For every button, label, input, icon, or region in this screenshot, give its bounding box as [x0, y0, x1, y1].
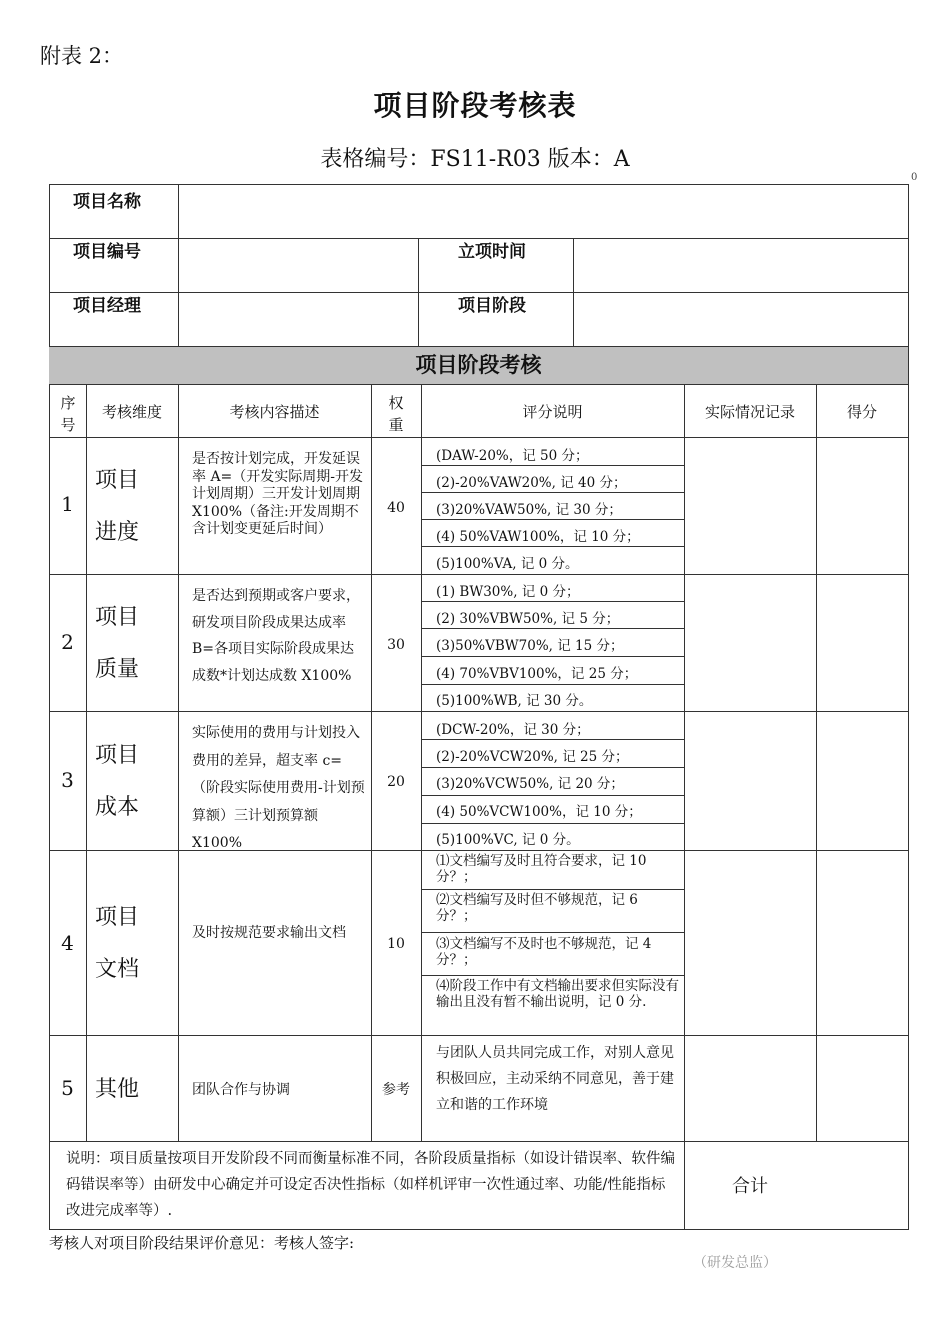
criteria-item: (DAW-20%，记 50 分； [436, 448, 589, 464]
evaluator-comment-label: 考核人对项目阶段结果评价意见：考核人签字: [49, 1234, 355, 1252]
row-dimension-line1: 项目 [95, 605, 140, 630]
corner-mark: 0 [911, 172, 918, 183]
row-seq: 5 [61, 1076, 74, 1100]
criteria-item: ⑴文档编写及时且符合要求，记 10 分？； [436, 853, 647, 885]
score-cell[interactable] [818, 852, 906, 1033]
score-cell[interactable] [818, 439, 906, 572]
criteria-item: (4) 50%VCW100%，记 10 分； [436, 804, 642, 820]
actual-record-cell[interactable] [686, 852, 814, 1033]
criteria-item: (4) 70%VBV100%，记 25 分； [436, 666, 638, 682]
row-dimension-line2: 进度 [95, 520, 140, 545]
row-dimension: 其他 [95, 1077, 140, 1102]
row-weight: 30 [387, 637, 405, 653]
row-weight: 40 [387, 500, 405, 516]
row-dimension-line2: 质量 [95, 657, 140, 682]
header-weight [371, 392, 421, 436]
header-seq [52, 392, 84, 436]
form-title: 项目阶段考核表 [373, 89, 577, 122]
actual-record-cell[interactable] [686, 1037, 814, 1139]
stage-label: 项目阶段 [458, 296, 526, 316]
project-name-label: 项目名称 [73, 192, 141, 212]
criteria-item: (5)100%WB, 记 30 分。 [436, 693, 593, 709]
appendix-label: 附表 2： [40, 44, 124, 68]
row-seq: 2 [61, 630, 74, 654]
note-text: 说明：项目质量按项目开发阶段不同而衡量标准不同，各阶段质量指标（如设计错误率、软件编码错误率等）由研发中心确定并可设定否决性指标（如样机评审一次性通过率、功能/性能指标改进完成率等）. [66, 1151, 675, 1219]
row-dimension-line1: 项目 [95, 468, 140, 493]
criteria-item: (2) 30%VBW50%, 记 5 分； [436, 611, 620, 627]
manager-field[interactable] [180, 294, 416, 344]
row-seq: 4 [61, 931, 74, 955]
row-seq: 3 [61, 768, 74, 792]
criteria-item: (5)100%VC, 记 0 分。 [436, 832, 580, 848]
header-dimension: 考核维度 [101, 403, 162, 421]
row-description: 是否按计划完成，开发延误率 A=（开发实际周期-开发计划周期）三开发计划周期 X100%（备注:开发周期不含计划变更延后时间） [192, 451, 364, 537]
criteria-text: 与团队人员共同完成工作，对别人意见积极回应，主动采纳不同意见，善于建立和谐的工作环境 [436, 1045, 674, 1113]
actual-record-cell[interactable] [686, 576, 814, 709]
setup-time-label: 立项时间 [458, 242, 526, 262]
header-score: 得分 [846, 403, 877, 421]
score-cell[interactable] [818, 1037, 906, 1139]
total-label: 合计 [732, 1176, 768, 1197]
criteria-item: (3)50%VBW70%, 记 15 分； [436, 638, 624, 654]
criteria-item: (DCW-20%，记 30 分； [436, 722, 590, 738]
director-label: （研发总监） [693, 1255, 777, 1271]
row-description: 及时按规范要求输出文档 [192, 925, 346, 941]
criteria-item: ⑶文档编写不及时也不够规范，记 4 分？； [436, 936, 652, 968]
row-seq: 1 [61, 492, 74, 516]
criteria-item: (3)20%VCW50%, 记 20 分； [436, 776, 624, 792]
score-cell[interactable] [818, 713, 906, 848]
score-cell[interactable] [818, 576, 906, 709]
project-name-field[interactable] [180, 186, 906, 236]
row-dimension-line2: 文档 [95, 957, 140, 982]
row-weight: 参考 [382, 1082, 410, 1098]
total-score-cell[interactable] [818, 1143, 906, 1227]
project-no-field[interactable] [180, 240, 416, 290]
header-content: 考核内容描述 [229, 403, 320, 421]
stage-field[interactable] [575, 294, 906, 344]
row-description: 团队合作与协调 [192, 1082, 290, 1098]
form-code: 表格编号：FS11-R03 版本：A [320, 147, 630, 172]
criteria-item: ⑵文档编写及时但不够规范，记 6 分？； [436, 892, 638, 924]
criteria-item: (1) BW30%, 记 0 分； [436, 584, 580, 600]
header-actual: 实际情况记录 [704, 403, 795, 421]
section-title: 项目阶段考核 [49, 347, 908, 384]
row-weight: 10 [387, 936, 405, 952]
row-dimension-line2: 成本 [95, 795, 140, 820]
row-description: 实际使用的费用与计划投入费用的差异，超支率 c=（阶段实际使用费用-计划预算额）三计划预算额 X100% [192, 725, 365, 851]
row-dimension-line1: 项目 [95, 743, 140, 768]
criteria-item: ⑷阶段工作中有文档输出要求但实际没有输出且没有暂不输出说明，记 0 分. [436, 978, 679, 1010]
manager-label: 项目经理 [73, 296, 141, 316]
header-seq-text: 序号 [60, 394, 76, 434]
header-weight-text: 权重 [388, 394, 404, 434]
criteria-item: (3)20%VAW50%, 记 30 分； [436, 502, 622, 518]
header-scoring: 评分说明 [522, 403, 583, 421]
row-description: 是否达到预期或客户要求，研发项目阶段成果达成率 B=各项目实际阶段成果达成数*计划达成数 X100% [192, 588, 360, 684]
actual-record-cell[interactable] [686, 713, 814, 848]
setup-time-field[interactable] [575, 240, 906, 290]
row-weight: 20 [387, 774, 405, 790]
project-no-label: 项目编号 [73, 242, 141, 262]
criteria-item: (5)100%VA, 记 0 分。 [436, 556, 579, 572]
criteria-item: (4) 50%VAW100%，记 10 分； [436, 529, 640, 545]
criteria-item: (2)-20%VCW20%, 记 25 分； [436, 749, 629, 765]
criteria-item: (2)-20%VAW20%, 记 40 分； [436, 475, 627, 491]
row-dimension-line1: 项目 [95, 905, 140, 930]
actual-record-cell[interactable] [686, 439, 814, 572]
